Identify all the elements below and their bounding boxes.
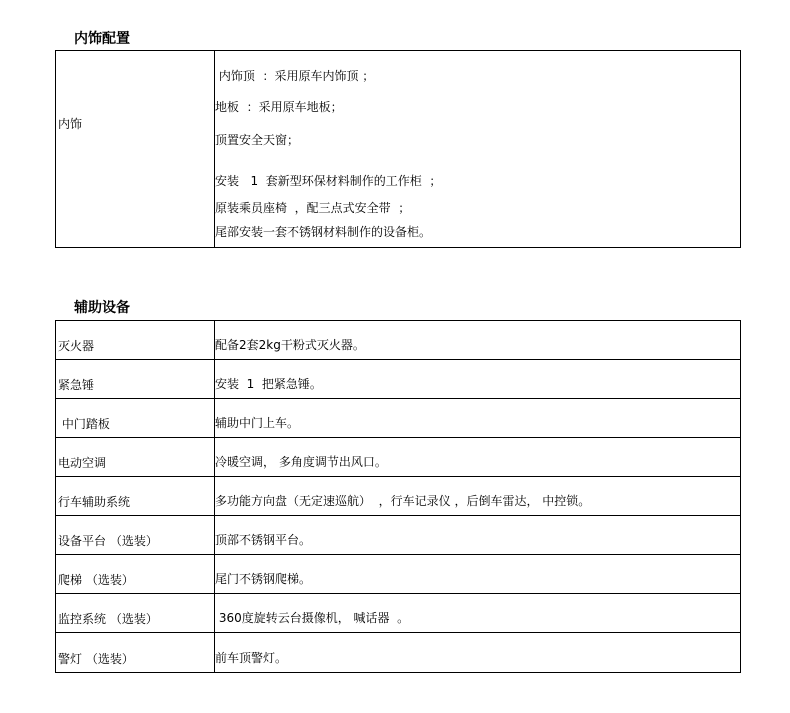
row-name-cell [56,438,215,476]
interior-content-cell [215,51,740,247]
table-row [56,594,740,633]
table-row [56,438,740,477]
row-name: 警灯 （选装） [58,652,134,666]
row-name: 紧急锤 [58,378,95,392]
section-title-interior: 内饰配置 [74,31,130,47]
aux-table [55,320,741,673]
interior-line: 顶置安全天窗； [215,133,300,147]
row-desc-cell [215,438,740,476]
table-row [56,555,740,594]
row-name: 电动空调 [58,456,107,470]
interior-line: 原装乘员座椅 ，配三点式安全带 ； [215,201,411,215]
interior-label-cell [56,51,215,247]
table-row [56,360,740,399]
row-desc: 冷暖空调， 多角度调节出风口。 [215,455,387,469]
interior-line: 地板 ：采用原车地板； [215,100,343,114]
row-name-cell [56,399,215,437]
table-row [56,516,740,555]
row-desc: 尾门不锈钢爬梯。 [215,572,312,586]
row-name: 灭火器 [58,339,95,353]
row-name-cell [56,477,215,515]
row-desc-cell [215,399,740,437]
row-desc: 前车顶警灯。 [215,651,288,665]
row-name-cell [56,360,215,398]
table-row [56,321,740,360]
interior-line: 尾部安装一套不锈钢材料制作的设备柜。 [215,225,432,239]
row-desc: 安装 1 把紧急锤。 [215,377,322,391]
table-row [56,477,740,516]
table-row [56,399,740,438]
row-name-cell [56,633,215,672]
row-desc-cell [215,516,740,554]
row-desc: 辅助中门上车。 [215,416,300,430]
interior-table [55,50,741,248]
row-desc: 360度旋转云台摄像机， 喊话器 。 [215,611,410,625]
row-name-cell [56,594,215,632]
row-desc-cell [215,633,740,672]
row-name-cell [56,555,215,593]
interior-line: 安装 1 套新型环保材料制作的工作柜 ； [215,174,442,188]
row-name: 行车辅助系统 [58,495,131,509]
row-desc-cell [215,594,740,632]
row-name: 监控系统 （选装） [58,612,158,626]
row-name-cell [56,321,215,359]
table-row [56,633,740,672]
section-title-aux: 辅助设备 [74,300,130,316]
row-desc-cell [215,477,740,515]
row-desc: 多功能方向盘（无定速巡航） ，行车记录仪 ，后倒车雷达， 中控锁。 [215,494,591,508]
row-desc-cell [215,360,740,398]
row-desc: 配备2套2kg干粉式灭火器。 [215,338,365,352]
row-name: 爬梯 （选装） [58,573,134,587]
row-name: 中门踏板 [58,417,110,431]
row-desc-cell [215,321,740,359]
interior-label: 内饰 [58,117,83,131]
interior-line: 内饰顶 ：采用原车内饰顶 ； [215,69,375,83]
row-name: 设备平台 （选装） [58,534,158,548]
row-name-cell [56,516,215,554]
row-desc-cell [215,555,740,593]
row-desc: 顶部不锈钢平台。 [215,533,312,547]
